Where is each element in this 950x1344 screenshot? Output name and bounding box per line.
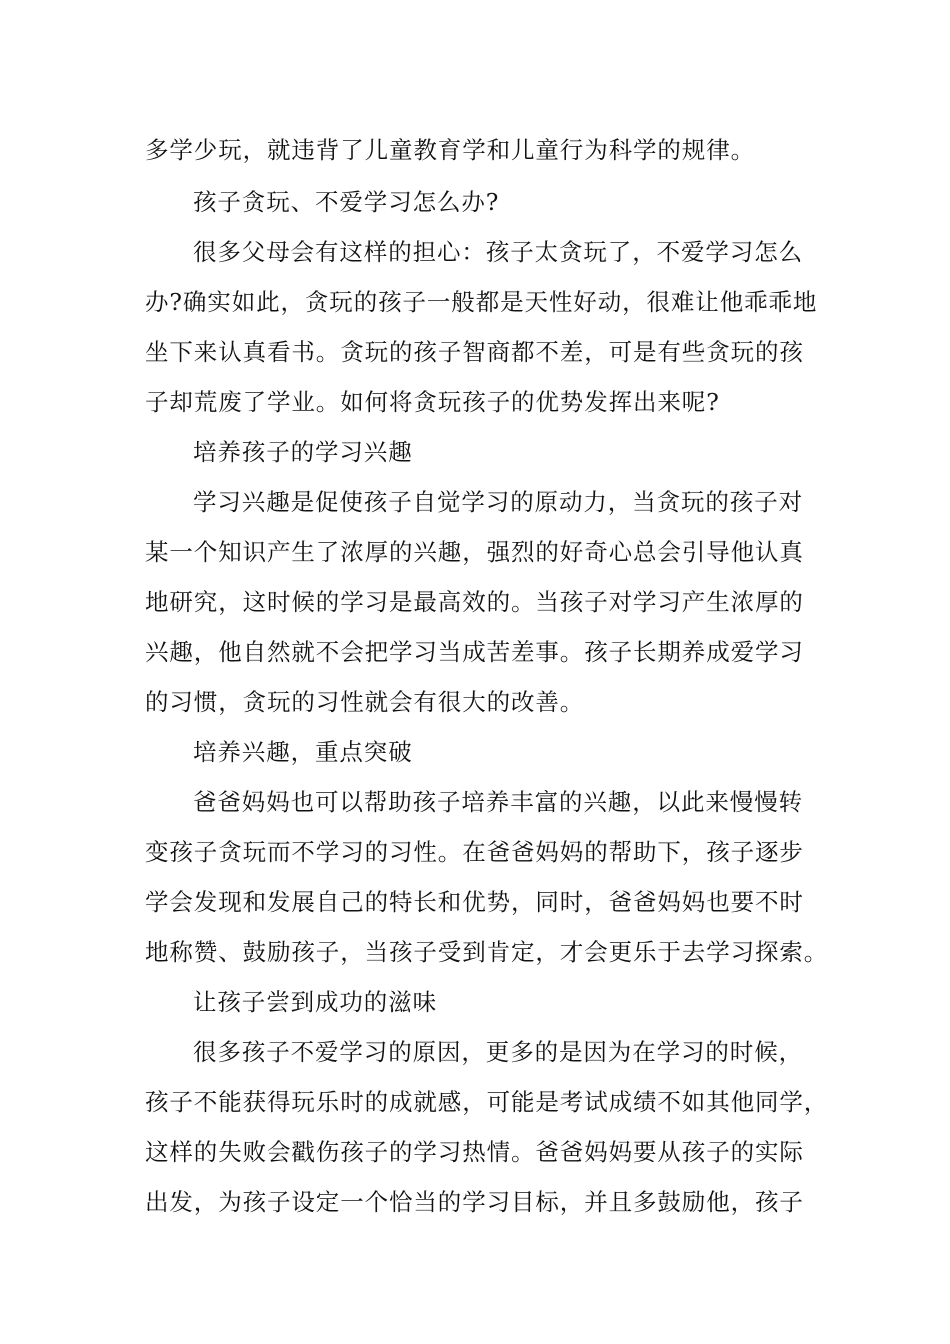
section-heading: 孩子贪玩、不爱学习怎么办?: [193, 188, 500, 216]
paragraph-line: 办?确实如此，贪玩的孩子一般都是天性好动，很难让他乖乖地: [145, 288, 818, 316]
section-heading: 培养兴趣，重点突破: [193, 738, 413, 766]
paragraph-line: 学习兴趣是促使孩子自觉学习的原动力，当贪玩的孩子对: [193, 488, 803, 516]
paragraph-line: 坐下来认真看书。贪玩的孩子智商都不差，可是有些贪玩的孩: [145, 338, 804, 366]
paragraph-line: 兴趣，他自然就不会把学习当成苦差事。孩子长期养成爱学习: [145, 638, 804, 666]
section-heading: 培养孩子的学习兴趣: [193, 438, 413, 466]
paragraph-line: 某一个知识产生了浓厚的兴趣，强烈的好奇心总会引导他认真: [145, 538, 804, 566]
paragraph-line: 爸爸妈妈也可以帮助孩子培养丰富的兴趣，以此来慢慢转: [193, 788, 803, 816]
paragraph-line: 地研究，这时候的学习是最高效的。当孩子对学习产生浓厚的: [145, 588, 804, 616]
paragraph-line: 的习惯，贪玩的习性就会有很大的改善。: [145, 688, 585, 716]
paragraph-line: 学会发现和发展自己的特长和优势，同时，爸爸妈妈也要不时: [145, 888, 804, 916]
paragraph-line: 很多父母会有这样的担心：孩子太贪玩了，不爱学习怎么: [193, 238, 803, 266]
paragraph-line: 出发，为孩子设定一个恰当的学习目标，并且多鼓励他，孩子: [145, 1188, 804, 1216]
paragraph-line: 子却荒废了学业。如何将贪玩孩子的优势发挥出来呢?: [145, 388, 720, 416]
section-heading: 让孩子尝到成功的滋味: [193, 988, 437, 1016]
paragraph-line: 很多孩子不爱学习的原因，更多的是因为在学习的时候，: [193, 1038, 803, 1066]
paragraph-line: 多学少玩，就违背了儿童教育学和儿童行为科学的规律。: [145, 136, 755, 164]
paragraph-line: 这样的失败会戳伤孩子的学习热情。爸爸妈妈要从孩子的实际: [145, 1138, 804, 1166]
paragraph-line: 地称赞、鼓励孩子，当孩子受到肯定，才会更乐于去学习探索。: [145, 938, 829, 966]
paragraph-line: 孩子不能获得玩乐时的成就感，可能是考试成绩不如其他同学，: [145, 1088, 829, 1116]
paragraph-line: 变孩子贪玩而不学习的习性。在爸爸妈妈的帮助下，孩子逐步: [145, 838, 804, 866]
